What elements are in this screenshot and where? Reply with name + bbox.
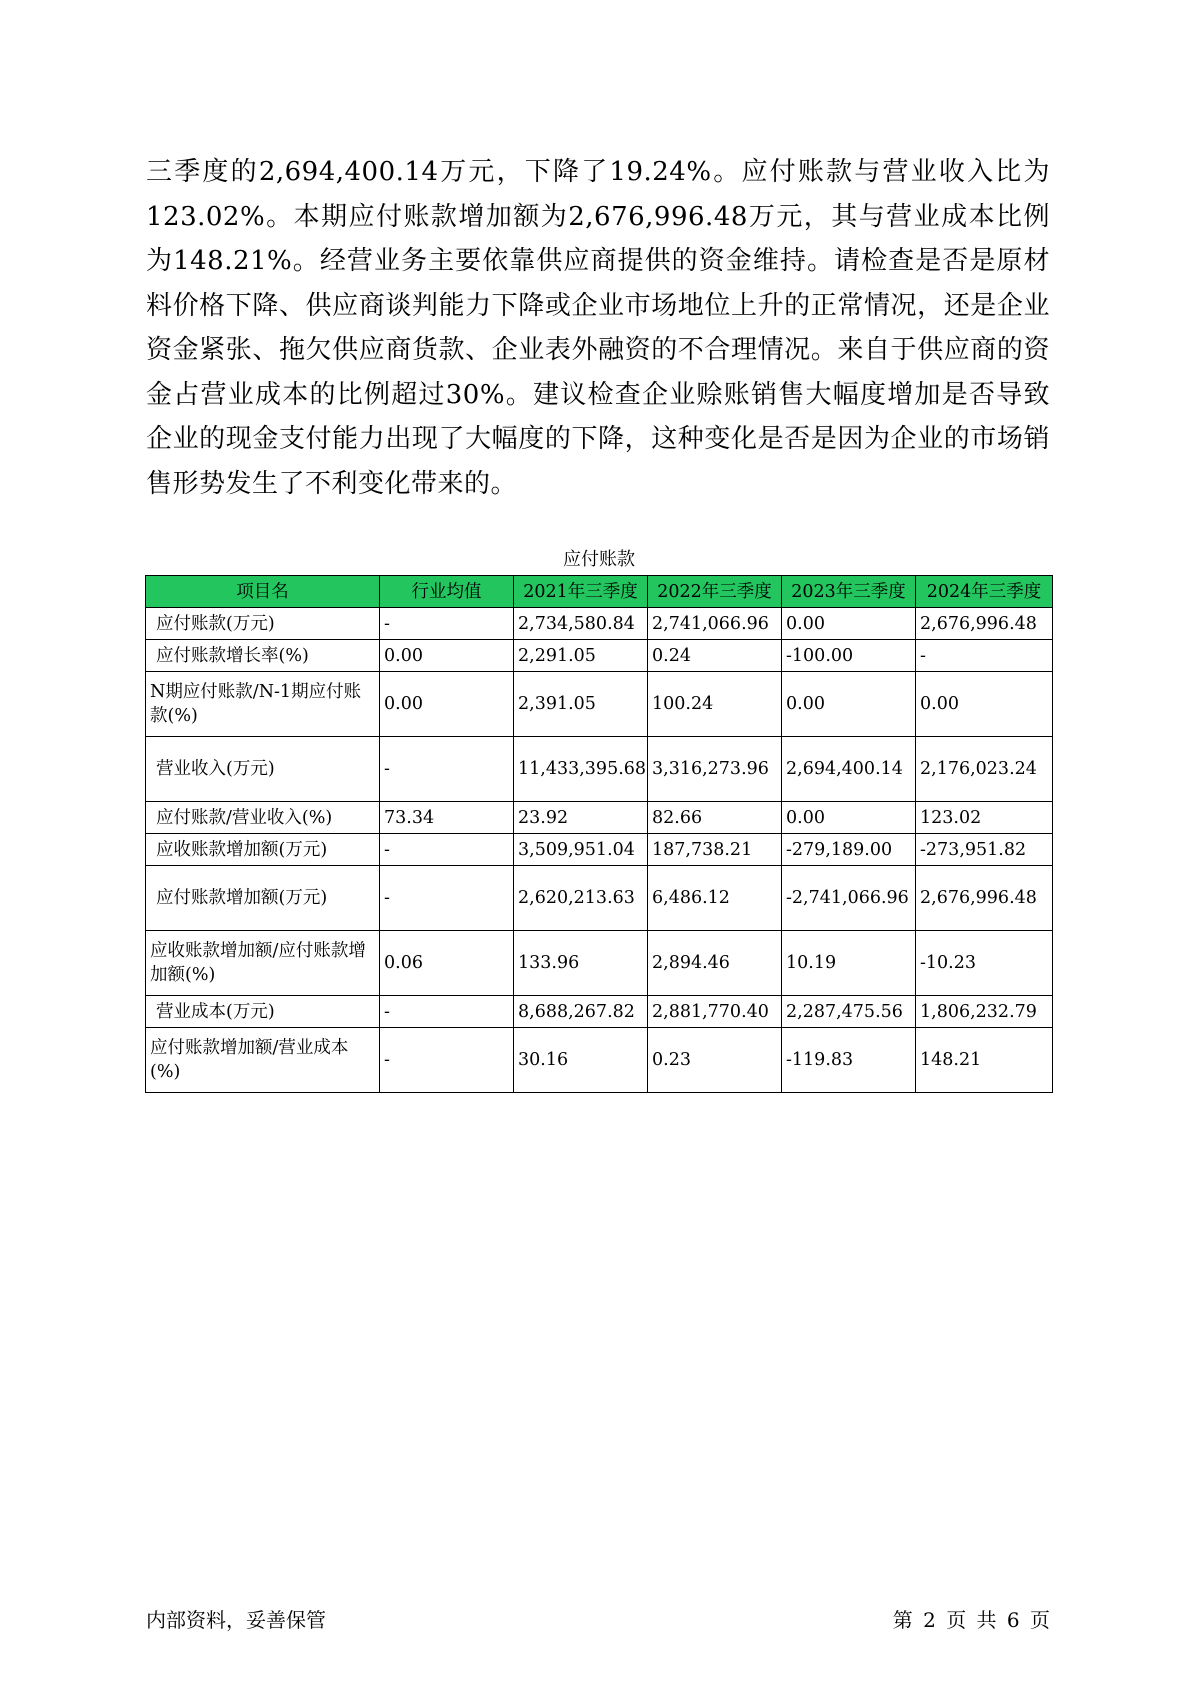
cell-industry-average: 0.00 xyxy=(380,640,514,672)
cell-industry-average: - xyxy=(380,996,514,1028)
accounts-payable-table xyxy=(145,575,1053,1093)
cell-2023-q3: 0.00 xyxy=(782,608,916,640)
table-row xyxy=(146,834,1053,866)
cell-2022-q3: 2,881,770.40 xyxy=(648,996,782,1028)
cell-2024-q3: 2,676,996.48 xyxy=(916,866,1053,931)
header-2023-q3: 2023年三季度 xyxy=(782,576,916,608)
cell-2021-q3: 11,433,395.68 xyxy=(514,737,648,802)
cell-industry-average: 73.34 xyxy=(380,802,514,834)
cell-industry-average: - xyxy=(380,866,514,931)
row-label: 应付账款增长率(%) xyxy=(146,640,380,672)
cell-2024-q3: -273,951.82 xyxy=(916,834,1053,866)
cell-2023-q3: 0.00 xyxy=(782,802,916,834)
cell-2021-q3: 2,391.05 xyxy=(514,672,648,737)
cell-2021-q3: 3,509,951.04 xyxy=(514,834,648,866)
cell-2021-q3: 2,620,213.63 xyxy=(514,866,648,931)
table-caption: 应付账款 xyxy=(563,549,635,570)
cell-2024-q3: - xyxy=(916,640,1053,672)
cell-2021-q3: 2,734,580.84 xyxy=(514,608,648,640)
cell-2021-q3: 8,688,267.82 xyxy=(514,996,648,1028)
row-label: 应付账款(万元) xyxy=(146,608,380,640)
row-label: N期应付账款/N-1期应付账款(%) xyxy=(146,672,380,737)
cell-2024-q3: 123.02 xyxy=(916,802,1053,834)
cell-2022-q3: 100.24 xyxy=(648,672,782,737)
table-row xyxy=(146,866,1053,931)
header-2021-q3: 2021年三季度 xyxy=(514,576,648,608)
table-row xyxy=(146,608,1053,640)
cell-industry-average: 0.00 xyxy=(380,672,514,737)
cell-industry-average: - xyxy=(380,834,514,866)
cell-2024-q3: 2,676,996.48 xyxy=(916,608,1053,640)
cell-2024-q3: 148.21 xyxy=(916,1028,1053,1093)
cell-2021-q3: 30.16 xyxy=(514,1028,648,1093)
footer-page-number: 第 2 页 共 6 页 xyxy=(892,1608,1050,1632)
cell-2024-q3: 1,806,232.79 xyxy=(916,996,1053,1028)
cell-2021-q3: 23.92 xyxy=(514,802,648,834)
cell-2022-q3: 82.66 xyxy=(648,802,782,834)
cell-2022-q3: 2,894.46 xyxy=(648,931,782,996)
cell-2023-q3: -119.83 xyxy=(782,1028,916,1093)
cell-2022-q3: 6,486.12 xyxy=(648,866,782,931)
table-row xyxy=(146,996,1053,1028)
table-row xyxy=(146,672,1053,737)
cell-2023-q3: -2,741,066.96 xyxy=(782,866,916,931)
header-2024-q3: 2024年三季度 xyxy=(916,576,1053,608)
cell-2022-q3: 187,738.21 xyxy=(648,834,782,866)
cell-2024-q3: 2,176,023.24 xyxy=(916,737,1053,802)
header-2022-q3: 2022年三季度 xyxy=(648,576,782,608)
header-industry-average: 行业均值 xyxy=(380,576,514,608)
cell-2024-q3: 0.00 xyxy=(916,672,1053,737)
body-paragraph: 三季度的2,694,400.14万元，下降了19.24%。应付账款与营业收入比为123.02%。本期应付账款增加额为2,676,996.48万元，其与营业成本比例为148.21%。经营业务主要依靠供应商提供的资金维持。请检查是否是原材料价格下降、供应商谈判能力下降或企业市场地位上升的正常情况，还是企业资金紧张、拖欠供应商货款、企业表外融资的不合理情况。来自于供应商的资金占营业成本的比例超过30%。建议检查企业赊账销售大幅度增加是否导致企业的现金支付能力出现了大幅度的下降，这种变化是否是因为企业的市场销售形势发生了不利变化带来的。 xyxy=(146,157,1050,499)
cell-industry-average: - xyxy=(380,737,514,802)
row-label: 应付账款增加额/营业成本(%) xyxy=(146,1028,380,1093)
row-label: 应付账款增加额(万元) xyxy=(146,866,380,931)
cell-2022-q3: 3,316,273.96 xyxy=(648,737,782,802)
cell-industry-average: - xyxy=(380,1028,514,1093)
cell-2023-q3: 2,694,400.14 xyxy=(782,737,916,802)
row-label: 应收账款增加额/应付账款增加额(%) xyxy=(146,931,380,996)
header-item-name: 项目名 xyxy=(146,576,380,608)
cell-2022-q3: 2,741,066.96 xyxy=(648,608,782,640)
table-row xyxy=(146,737,1053,802)
cell-2022-q3: 0.24 xyxy=(648,640,782,672)
row-label: 应收账款增加额(万元) xyxy=(146,834,380,866)
cell-2021-q3: 2,291.05 xyxy=(514,640,648,672)
cell-2022-q3: 0.23 xyxy=(648,1028,782,1093)
cell-2024-q3: -10.23 xyxy=(916,931,1053,996)
cell-2023-q3: 2,287,475.56 xyxy=(782,996,916,1028)
cell-2023-q3: 0.00 xyxy=(782,672,916,737)
row-label: 应付账款/营业收入(%) xyxy=(146,802,380,834)
cell-2023-q3: -100.00 xyxy=(782,640,916,672)
cell-industry-average: 0.06 xyxy=(380,931,514,996)
table-row xyxy=(146,931,1053,996)
cell-2021-q3: 133.96 xyxy=(514,931,648,996)
table-row xyxy=(146,1028,1053,1093)
row-label: 营业收入(万元) xyxy=(146,737,380,802)
row-label: 营业成本(万元) xyxy=(146,996,380,1028)
table-row xyxy=(146,802,1053,834)
footer-confidential-note: 内部资料，妥善保管 xyxy=(146,1608,326,1632)
cell-industry-average: - xyxy=(380,608,514,640)
cell-2023-q3: 10.19 xyxy=(782,931,916,996)
cell-2023-q3: -279,189.00 xyxy=(782,834,916,866)
table-row xyxy=(146,640,1053,672)
table-header-row xyxy=(146,576,1053,608)
